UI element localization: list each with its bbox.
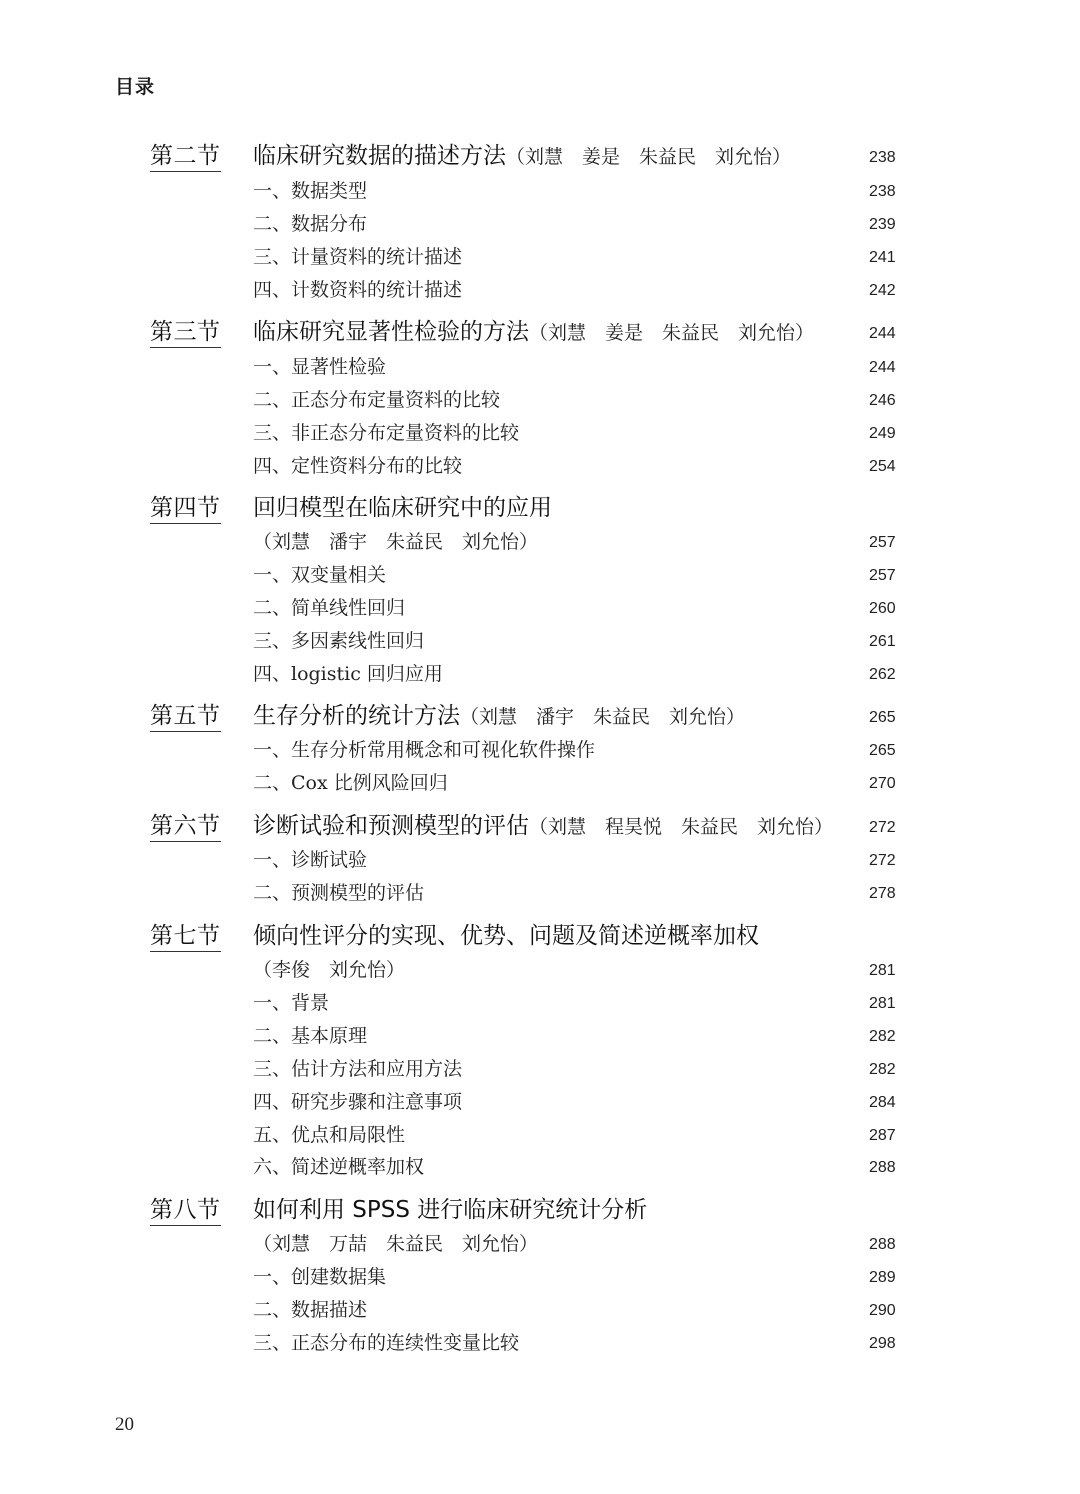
toc-page-number: 272: [869, 852, 896, 869]
toc-page-number: 254: [869, 458, 896, 475]
section-title: 临床研究数据的描述方法: [253, 143, 506, 169]
toc-page-number: 242: [869, 282, 896, 299]
toc-entry-sub: [0, 1022, 1080, 1056]
subsection-title: 一、生存分析常用概念和可视化软件操作: [253, 739, 596, 761]
subsection-title: 二、数据描述: [253, 1299, 368, 1321]
section-label: 第五节: [150, 701, 221, 732]
subsection-title: 二、正态分布定量资料的比较: [253, 389, 501, 411]
section-title: 诊断试验和预测模型的评估: [253, 813, 529, 839]
section-title: 生存分析的统计方法: [253, 703, 460, 729]
toc-page-number: 257: [869, 534, 896, 551]
toc-page-number: 265: [869, 742, 896, 759]
subsection-title: 一、创建数据集: [253, 1266, 387, 1288]
section-label: 第三节: [150, 317, 221, 348]
section-authors: （刘慧 程昊悦 朱益民 刘允怡）: [529, 816, 834, 838]
subsection-title: 三、估计方法和应用方法: [253, 1058, 463, 1080]
toc-entry-sub: [0, 561, 1080, 595]
toc-page-number: 282: [869, 1061, 896, 1078]
section-title-line: [253, 701, 745, 732]
section-title-line: [253, 1195, 647, 1225]
toc-entry-sub: [0, 989, 1080, 1023]
toc-entry-sub: [0, 1055, 1080, 1089]
toc-page-number: 284: [869, 1094, 896, 1111]
section-title: 倾向性评分的实现、优势、问题及简述逆概率加权: [253, 923, 759, 949]
subsection-title: 二、基本原理: [253, 1025, 368, 1047]
toc-entry-sub: [0, 419, 1080, 453]
section-title-line: [253, 921, 759, 951]
subsection-title: 二、Cox 比例风险回归: [253, 772, 448, 794]
subsection-title: 四、定性资料分布的比较: [253, 455, 463, 477]
toc-entry-section: [0, 703, 1080, 737]
subsection-title: 三、非正态分布定量资料的比较: [253, 422, 520, 444]
toc-page-number: 261: [869, 633, 896, 650]
toc-entry-section: [0, 319, 1080, 353]
toc-page-number: 288: [869, 1159, 896, 1176]
toc-page-number: 298: [869, 1335, 896, 1352]
section-title-line: [253, 317, 814, 348]
toc-entry-sub: [0, 1121, 1080, 1155]
toc-page-number: 257: [869, 567, 896, 584]
section-label: 第二节: [150, 141, 221, 172]
toc-entry-sub: [0, 452, 1080, 486]
toc-entry-section: [0, 1197, 1080, 1231]
section-authors: （李俊 刘允怡）: [253, 959, 406, 981]
subsection-title: 四、研究步骤和注意事项: [253, 1091, 463, 1113]
subsection-title: 三、正态分布的连续性变量比较: [253, 1332, 520, 1354]
subsection-title: 六、简述逆概率加权: [253, 1156, 425, 1178]
toc-entry-sub: [0, 177, 1080, 211]
toc-entry-sub: [0, 1263, 1080, 1297]
toc-page-number: 281: [869, 962, 896, 979]
toc-entry-section: [0, 143, 1080, 177]
section-title-line: [253, 493, 552, 523]
toc-entry-sub: [0, 353, 1080, 387]
subsection-title: 四、logistic 回归应用: [253, 663, 443, 685]
toc-entry-sub: [0, 1088, 1080, 1122]
subsection-title: 一、双变量相关: [253, 564, 387, 586]
toc-entry-sub: [0, 210, 1080, 244]
toc-entry-authors: [0, 528, 1080, 562]
subsection-title: 二、预测模型的评估: [253, 882, 425, 904]
toc-page-number: 262: [869, 666, 896, 683]
toc-entry-sub: [0, 879, 1080, 913]
toc-page-number: 278: [869, 885, 896, 902]
toc-page-number: 239: [869, 216, 896, 233]
toc-page-number: 249: [869, 425, 896, 442]
toc-entry-section: [0, 813, 1080, 847]
toc-entry-sub: [0, 1153, 1080, 1187]
toc-page-number: 244: [869, 325, 896, 342]
subsection-title: 二、简单线性回归: [253, 597, 406, 619]
running-head: 目录: [115, 76, 156, 98]
section-title-line: [253, 141, 791, 172]
subsection-title: 三、多因素线性回归: [253, 630, 425, 652]
toc-entry-sub: [0, 594, 1080, 628]
toc-page-number: 272: [869, 819, 896, 836]
section-title: 回归模型在临床研究中的应用: [253, 495, 552, 521]
toc-entry-sub: [0, 736, 1080, 770]
toc-page-number: 287: [869, 1127, 896, 1144]
toc-entry-section: [0, 495, 1080, 529]
toc-entry-sub: [0, 846, 1080, 880]
toc-entry-sub: [0, 1329, 1080, 1363]
toc-page-number: 265: [869, 709, 896, 726]
section-label: 第八节: [150, 1195, 221, 1226]
subsection-title: 一、诊断试验: [253, 849, 368, 871]
toc-page-number: 270: [869, 775, 896, 792]
toc-entry-sub: [0, 386, 1080, 420]
toc-entry-authors: [0, 956, 1080, 990]
toc-page-number: 290: [869, 1302, 896, 1319]
toc-page-number: 246: [869, 392, 896, 409]
toc-entry-sub: [0, 627, 1080, 661]
subsection-title: 三、计量资料的统计描述: [253, 246, 463, 268]
toc-entry-sub: [0, 769, 1080, 803]
toc-page-number: 244: [869, 359, 896, 376]
section-title: 临床研究显著性检验的方法: [253, 319, 529, 345]
toc-page-number: 238: [869, 183, 896, 200]
section-authors: （刘慧 姜是 朱益民 刘允怡）: [529, 322, 815, 344]
subsection-title: 五、优点和局限性: [253, 1124, 406, 1146]
section-authors: （刘慧 姜是 朱益民 刘允怡）: [506, 146, 792, 168]
toc-entry-sub: [0, 660, 1080, 694]
section-authors: （刘慧 潘宇 朱益民 刘允怡）: [460, 706, 746, 728]
page-number: 20: [115, 1414, 134, 1435]
toc-page-number: 241: [869, 249, 896, 266]
subsection-title: 二、数据分布: [253, 213, 368, 235]
toc-entry-authors: [0, 1230, 1080, 1264]
subsection-title: 一、显著性检验: [253, 356, 387, 378]
toc-page-number: 289: [869, 1269, 896, 1286]
toc-page-number: 282: [869, 1028, 896, 1045]
toc-entry-section: [0, 923, 1080, 957]
section-authors: （刘慧 潘宇 朱益民 刘允怡）: [253, 531, 539, 553]
toc-entry-sub: [0, 276, 1080, 310]
section-authors: （刘慧 万喆 朱益民 刘允怡）: [253, 1233, 539, 1255]
section-label: 第六节: [150, 811, 221, 842]
toc-page-number: 288: [869, 1236, 896, 1253]
section-title: 如何利用 SPSS 进行临床研究统计分析: [253, 1197, 648, 1223]
section-label: 第四节: [150, 493, 221, 524]
section-title-line: [253, 811, 833, 842]
toc-page-number: 260: [869, 600, 896, 617]
subsection-title: 一、背景: [253, 992, 330, 1014]
toc-entry-sub: [0, 243, 1080, 277]
subsection-title: 一、数据类型: [253, 180, 368, 202]
toc-entry-sub: [0, 1296, 1080, 1330]
toc-page-number: 281: [869, 995, 896, 1012]
toc-page-number: 238: [869, 149, 896, 166]
section-label: 第七节: [150, 921, 221, 952]
subsection-title: 四、计数资料的统计描述: [253, 279, 463, 301]
